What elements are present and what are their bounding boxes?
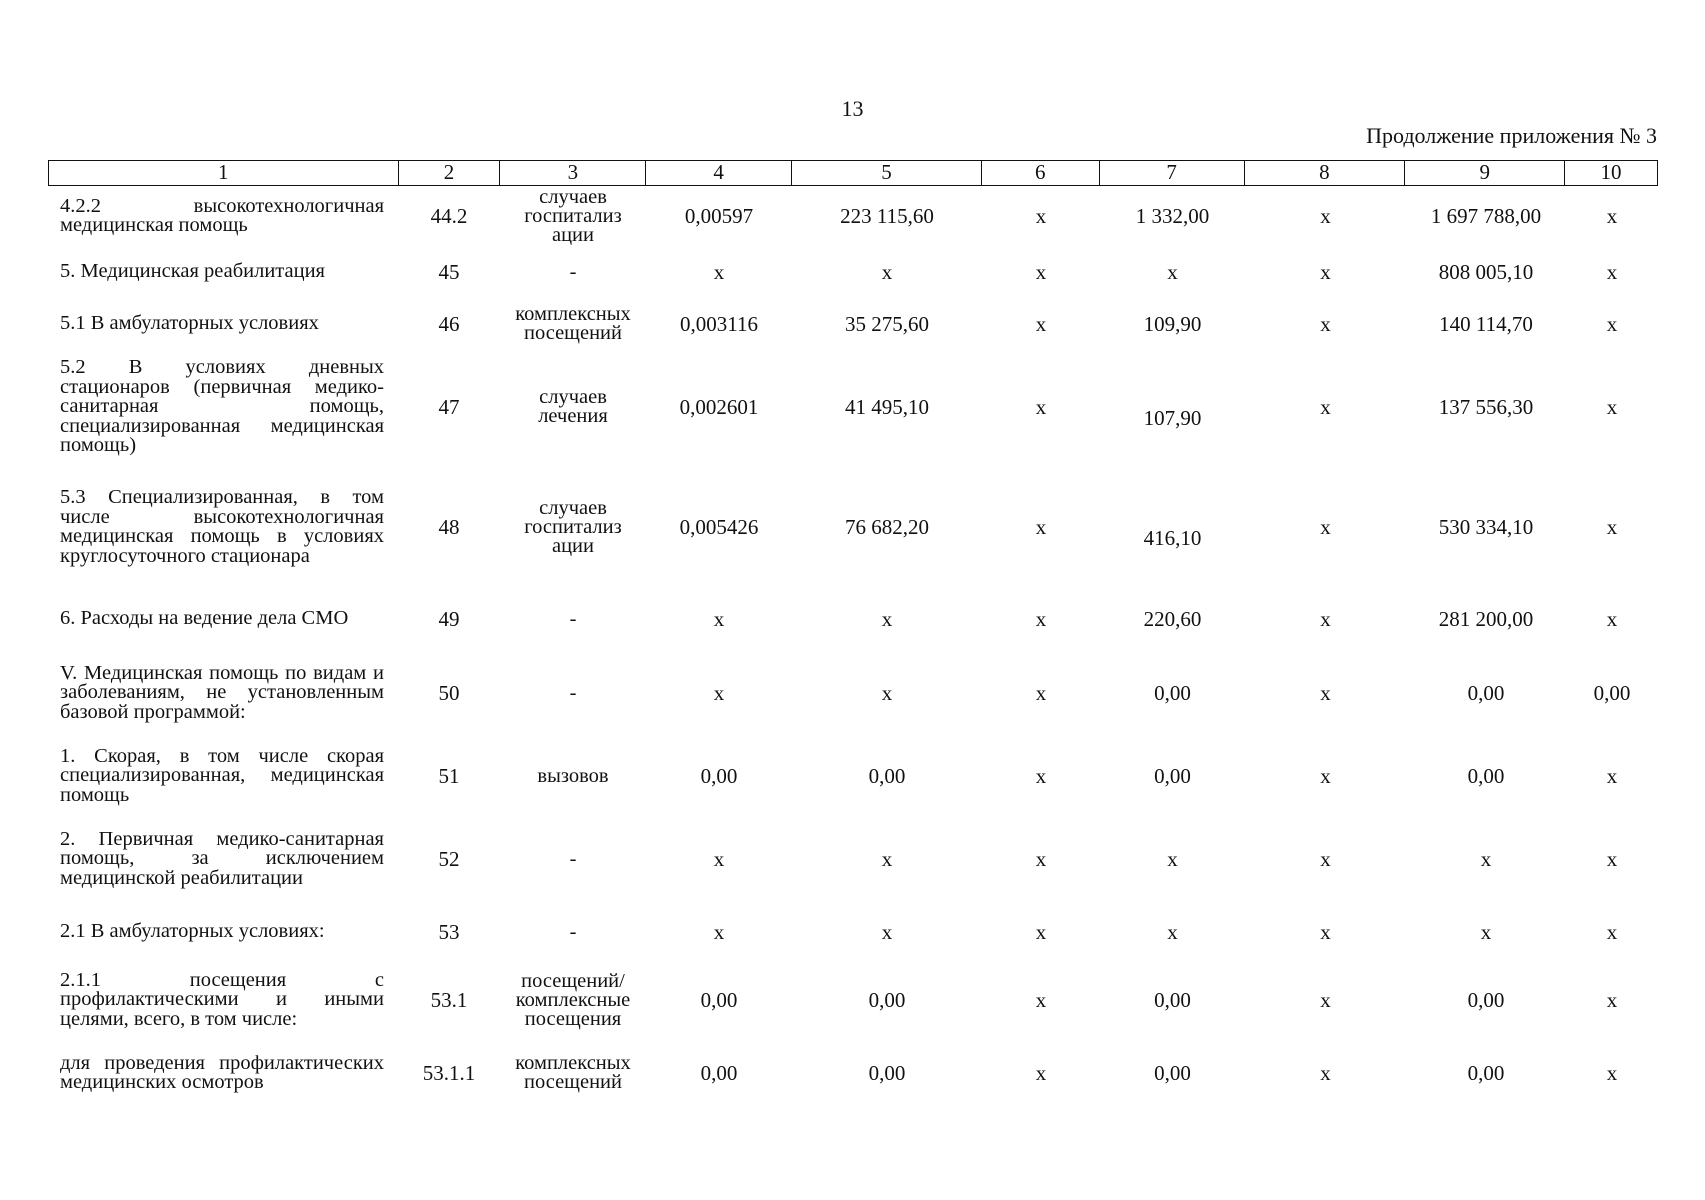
row-col8: х: [1320, 312, 1331, 336]
column-header-4: 4: [646, 161, 792, 185]
row-col7: х: [1167, 847, 1178, 871]
column-header-7: 7: [1100, 161, 1245, 185]
row-col10: х: [1606, 920, 1618, 944]
row-col5: х: [881, 607, 893, 631]
row-col6: х: [1035, 204, 1047, 228]
row-col4: 0,002601: [679, 395, 759, 419]
row-col9: 530 334,10: [1438, 515, 1534, 539]
row-col9: 0,00: [1467, 764, 1505, 788]
row-col10: х: [1606, 395, 1618, 419]
column-header-9: 9: [1405, 161, 1565, 185]
row-unit: комплексных посещений: [515, 303, 631, 344]
row-col8: х: [1320, 395, 1331, 419]
row-col8: х: [1320, 681, 1331, 705]
row-name: для проведения профилактических медицинских осмотров: [60, 1051, 384, 1093]
row-name: 1. Скорая, в том числе скорая специализированная, медицинская помощь: [60, 744, 384, 806]
row-unit: случаев госпитализ ации: [524, 185, 622, 246]
row-col4: 0,00: [700, 1061, 738, 1085]
row-col7: 416,10: [1143, 526, 1202, 550]
row-unit: посещений/ комплексные посещения: [515, 969, 631, 1030]
row-col5: 0,00: [868, 764, 906, 788]
row-code: 50: [438, 681, 460, 705]
row-unit: -: [569, 847, 577, 870]
table-row: [48, 246, 1658, 298]
row-col8: х: [1320, 515, 1331, 539]
row-name: 2.1.1 посещения с профилактическими и иными целями, всего, в том числе:: [60, 968, 384, 1030]
row-code: 47: [438, 395, 460, 419]
row-col5: 35 275,60: [845, 312, 929, 336]
appendix-note: Продолжение приложения № 3: [1366, 123, 1657, 148]
row-name: V. Медицинская помощь по видам и заболеваниям, не установленным базовой программой:: [60, 661, 384, 723]
table-row: [48, 350, 1658, 464]
row-col7: х: [1167, 260, 1178, 284]
row-col10: х: [1606, 260, 1618, 284]
row-name: 5. Медицинская реабилитация: [60, 260, 325, 283]
row-col8: х: [1320, 607, 1331, 631]
row-unit: комплексных посещений: [515, 1052, 631, 1093]
row-code: 49: [438, 607, 460, 631]
row-col8: х: [1320, 988, 1331, 1012]
row-code: 53.1: [430, 988, 468, 1012]
row-col7: 0,00: [1154, 681, 1191, 705]
row-col6: х: [1035, 312, 1047, 336]
row-col9: 0,00: [1467, 988, 1505, 1012]
row-col9: 137 556,30: [1438, 395, 1534, 419]
row-col4: 0,005426: [679, 515, 759, 539]
row-unit: -: [569, 607, 577, 630]
row-name: 5.2 В условиях дневных стационаров (первичная медико-санитарная помощь, специализированная медицинская помощь): [60, 356, 384, 457]
row-col5: 0,00: [868, 988, 906, 1012]
row-col5: 0,00: [868, 1061, 906, 1085]
table-row: [48, 298, 1658, 350]
column-header-6: 6: [982, 161, 1100, 185]
row-col10: х: [1606, 847, 1618, 871]
row-col6: х: [1035, 988, 1047, 1012]
row-unit: -: [569, 260, 577, 283]
table-row: [48, 186, 1658, 246]
page-number: 13: [841, 96, 864, 121]
row-unit: -: [569, 920, 577, 943]
table-body: [48, 186, 1658, 1106]
row-col6: х: [1035, 395, 1047, 419]
row-col10: х: [1606, 515, 1618, 539]
row-col4: 0,00597: [684, 204, 754, 228]
column-header-3: 3: [500, 161, 646, 185]
row-name: 5.3 Специализированная, в том числе высокотехнологичная медицинская помощь в условиях круглосуточного стационара: [60, 486, 384, 567]
row-col7: 0,00: [1154, 1061, 1191, 1085]
table-row: [48, 590, 1658, 648]
row-col6: х: [1035, 607, 1047, 631]
row-col4: х: [713, 607, 725, 631]
row-code: 46: [438, 312, 460, 336]
row-col6: х: [1035, 515, 1047, 539]
row-code: 45: [438, 260, 460, 284]
row-col4: х: [713, 681, 725, 705]
row-col10: х: [1606, 204, 1618, 228]
row-name: 2.1 В амбулаторных условиях:: [60, 920, 325, 943]
row-col8: х: [1320, 764, 1331, 788]
row-col6: х: [1035, 920, 1047, 944]
row-col7: 0,00: [1154, 764, 1191, 788]
row-col8: х: [1320, 920, 1331, 944]
row-col9: 0,00: [1467, 681, 1505, 705]
row-col10: х: [1606, 1061, 1618, 1085]
table-row: [48, 904, 1658, 960]
row-name: 4.2.2 высокотехнологичная медицинская помощь: [60, 194, 384, 236]
row-col5: х: [881, 847, 893, 871]
table-row: [48, 464, 1658, 590]
row-col7: 0,00: [1154, 988, 1191, 1012]
row-col7: 1 332,00: [1135, 204, 1210, 228]
row-col5: 41 495,10: [845, 395, 929, 419]
row-col5: х: [881, 920, 893, 944]
row-col5: 223 115,60: [840, 204, 934, 228]
row-col9: 281 200,00: [1438, 607, 1534, 631]
row-col6: х: [1035, 1061, 1047, 1085]
row-col5: х: [881, 681, 893, 705]
row-col10: 0,00: [1593, 681, 1631, 705]
row-col5: х: [881, 260, 893, 284]
row-col6: х: [1035, 764, 1047, 788]
row-col8: х: [1320, 847, 1331, 871]
row-code: 51: [438, 764, 460, 788]
table-row: [48, 738, 1658, 814]
row-code: 53: [438, 920, 460, 944]
row-unit: вызовов: [537, 764, 609, 787]
row-col9: х: [1480, 920, 1492, 944]
row-col6: х: [1035, 681, 1047, 705]
row-name: 5.1 В амбулаторных условиях: [60, 312, 319, 335]
row-col7: 220,60: [1143, 607, 1202, 631]
row-unit: -: [569, 681, 577, 704]
row-col9: 808 005,10: [1438, 260, 1534, 284]
row-col9: 0,00: [1467, 1061, 1505, 1085]
table-row: [48, 960, 1658, 1040]
row-col4: х: [713, 847, 725, 871]
table-row: [48, 648, 1658, 738]
row-code: 52: [438, 847, 460, 871]
row-col8: х: [1320, 1061, 1331, 1085]
row-unit: случаев лечения: [538, 386, 608, 427]
column-header-2: 2: [399, 161, 501, 185]
row-col9: 1 697 788,00: [1430, 204, 1542, 228]
row-name: 6. Расходы на ведение дела СМО: [60, 607, 349, 630]
row-col9: х: [1480, 847, 1492, 871]
row-unit: случаев госпитализ ации: [524, 496, 622, 557]
row-col10: х: [1606, 607, 1618, 631]
column-header-10: 10: [1600, 160, 1622, 184]
row-col4: х: [713, 260, 725, 284]
row-col5: 76 682,20: [845, 515, 929, 539]
row-col4: 0,00: [700, 988, 738, 1012]
row-col7: 109,90: [1143, 312, 1202, 336]
column-header-8: 8: [1245, 161, 1406, 185]
row-col9: 140 114,70: [1439, 312, 1533, 336]
row-col10: х: [1606, 312, 1618, 336]
row-name: 2. Первичная медико-санитарная помощь, за исключением медицинской реабилитации: [60, 827, 384, 889]
column-header-5: 5: [792, 161, 982, 185]
row-code: 44.2: [430, 204, 468, 228]
row-col8: х: [1320, 204, 1331, 228]
column-header-1: 1: [49, 161, 399, 185]
row-col6: х: [1035, 260, 1047, 284]
table-header-row: [48, 160, 1658, 186]
row-col10: х: [1606, 988, 1618, 1012]
row-code: 53.1.1: [422, 1061, 476, 1085]
row-col7: 107,90: [1143, 406, 1202, 430]
row-col6: х: [1035, 847, 1047, 871]
row-col4: х: [713, 920, 725, 944]
table-row: [48, 814, 1658, 904]
row-col10: х: [1606, 764, 1618, 788]
row-col8: х: [1320, 260, 1331, 284]
table-row: [48, 1040, 1658, 1106]
row-col4: 0,003116: [680, 312, 758, 336]
row-col4: 0,00: [700, 764, 738, 788]
row-code: 48: [438, 515, 460, 539]
row-col7: х: [1167, 920, 1178, 944]
